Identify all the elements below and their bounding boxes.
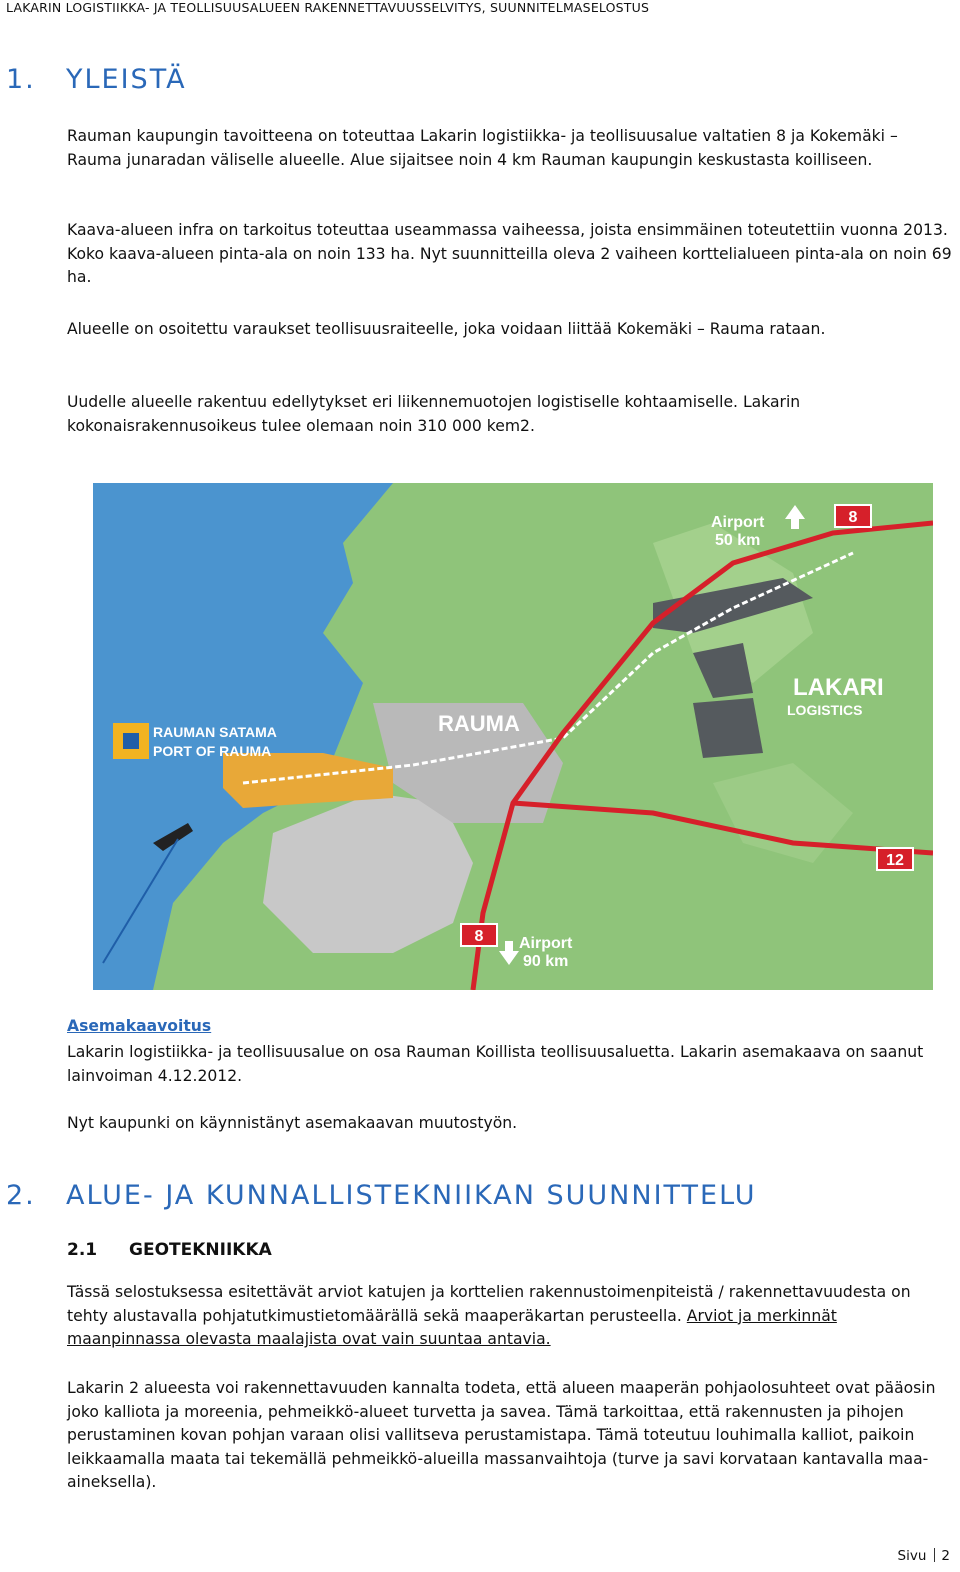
port-label-en: PORT OF RAUMA: [153, 743, 272, 759]
port-label-fi: RAUMAN SATAMA: [153, 724, 277, 740]
paragraph: [67, 1281, 953, 1352]
page-number: 2: [941, 1548, 950, 1564]
subheading-asemakaavoitus: Asemakaavoitus: [67, 1017, 212, 1035]
paragraph: Rauman kaupungin tavoitteena on toteuttaa Lakarin logistiikka- ja teollisuusalue valtatien 8 ja Kokemäki – Rauma junaradan väliselle alueelle. Alue sijaitsee noin 4 km Rauman kaupungin keskustasta koilliseen.: [67, 127, 898, 169]
road-sign-8-label: 8: [848, 509, 858, 526]
paragraph: Alueelle on osoitettu varaukset teollisuusraiteelle, joka voidaan liittää Kokemäki – Rauma rataan.: [67, 320, 826, 338]
city-label: RAUMA: [438, 711, 520, 736]
subsection-number: 2.1: [67, 1240, 98, 1260]
section-1-heading: [6, 64, 187, 95]
section-title: YLEISTÄ: [66, 64, 187, 95]
airport-bottom-distance: 90 km: [523, 953, 569, 970]
paragraph: Lakarin 2 alueesta voi rakennettavuuden kannalta todeta, että alueen maaperän pohjaolosuhteet ovat pääosin joko kalliota ja moreenia, pehmeikkö-alueet turvetta ja savea. Tämä tarkoittaa, että rakennusten ja pihojen perustaminen kovan pohjan varaan olisi vallitseva perustamistapa. Tämä toteutuu louhimalla kalliot, paikoin leikkaamalla maata tai tekemällä pehmeikkö-alueilla massanvaihtoja (turve ja savi korvataan kantavalla maa-aineksella).: [67, 1379, 936, 1492]
lakari-logo-subtitle: LOGISTICS: [787, 702, 863, 718]
location-map: [93, 483, 933, 990]
running-header: LAKARIN LOGISTIIKKA- JA TEOLLISUUSALUEEN RAKENNETTAVUUSSELVITYS, SUUNNITELMASELOSTUS: [6, 0, 650, 15]
section-number: 1.: [6, 64, 36, 95]
paragraph: Kaava-alueen infra on tarkoitus toteuttaa useammassa vaiheessa, joista ensimmäinen toteutettiin vuonna 2013. Koko kaava-alueen pinta-ala on noin 133 ha. Nyt suunnitteilla oleva 2 vaiheen korttelialueen pinta-ala on noin 69 ha.: [67, 221, 952, 287]
page-label: Sivu: [897, 1548, 927, 1564]
section-2-heading: [6, 1180, 757, 1211]
section-number: 2.: [6, 1180, 36, 1211]
airport-top-label: Airport: [711, 514, 765, 531]
road-sign-12-label: 12: [886, 852, 904, 869]
paragraph-text: Tässä selostuksessa esitettävät arviot katujen ja korttelien rakennustoimenpiteistä / rakennettavuudesta on tehty alustavalla pohjatutkimustietomäärällä sekä maaperäkartan perusteella.: [67, 1283, 911, 1325]
underlined-note: Arviot ja merkinnät maanpinnassa olevasta maalajista ovat vain suuntaa antavia.: [67, 1306, 837, 1349]
paragraph: Lakarin logistiikka- ja teollisuusalue on osa Rauman Koillista teollisuusaluetta. Lakarin asemakaava on saanut lainvoiman 4.12.2012.: [67, 1043, 924, 1085]
paragraph: Uudelle alueelle rakentuu edellytykset eri liikennemuotojen logistiselle kohtaamiselle. Lakarin kokonaisrakennusoikeus tulee olemaan noin 310 000 kem2.: [67, 393, 801, 435]
paragraph: Nyt kaupunki on käynnistänyt asemakaavan muutostyön.: [67, 1114, 518, 1132]
page-footer: [898, 1548, 950, 1564]
airport-bottom-label: Airport: [519, 935, 573, 952]
section-title: ALUE- JA KUNNALLISTEKNIIKAN SUUNNITTELU: [66, 1180, 757, 1211]
road-sign-8-bottom-label: 8: [474, 928, 484, 945]
subsection-heading: [67, 1240, 272, 1260]
lakari-logo-title: LAKARI: [793, 674, 884, 701]
subsection-title: GEOTEKNIIKKA: [129, 1240, 272, 1260]
airport-top-distance: 50 km: [715, 532, 761, 549]
